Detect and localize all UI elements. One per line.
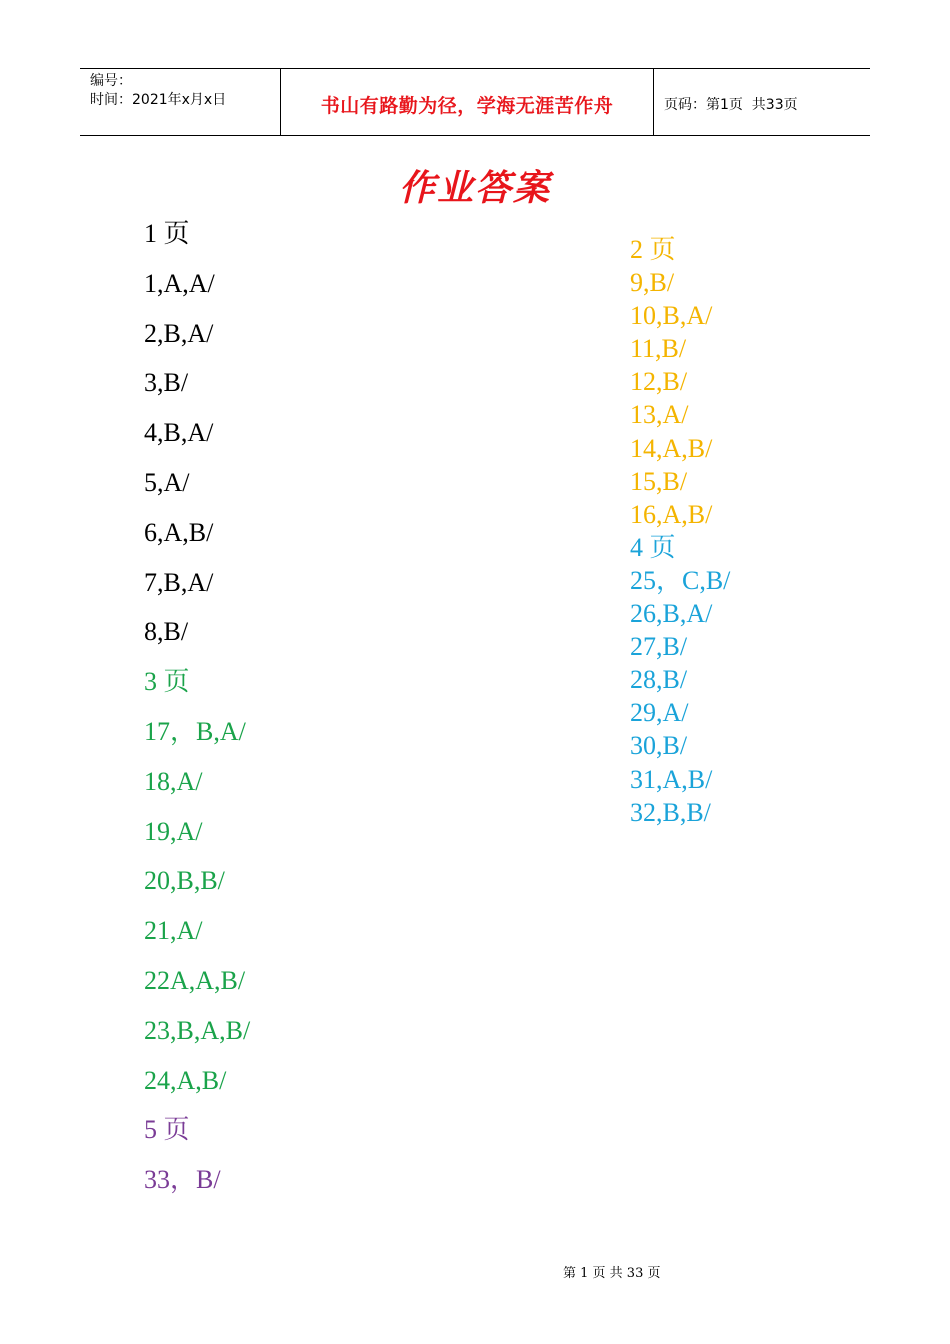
answer-line: 3 页 (144, 667, 190, 697)
answer-line: 21,A/ (144, 916, 203, 946)
answer-line: 19,A/ (144, 816, 203, 846)
header-page-info-text: 页码：第1页 共33页 (664, 97, 798, 113)
page-header (80, 68, 870, 136)
answer-line: 32,B,B/ (630, 797, 711, 827)
answer-line: 4 页 (630, 532, 676, 562)
answer-line: 18,A/ (144, 766, 203, 796)
answer-line: 24,A,B/ (144, 1065, 227, 1095)
answer-line: 12,B/ (630, 367, 688, 397)
document-date: 时间：2021年x月x日 (90, 92, 227, 108)
answer-line: 11,B/ (630, 334, 687, 364)
page-footer (0, 1247, 950, 1281)
answer-line: 13,A/ (630, 400, 689, 430)
answer-line: 28,B/ (630, 665, 688, 695)
header-page-info (654, 69, 870, 135)
answer-line: 31,A,B/ (630, 764, 713, 794)
answer-line: 1,A,A/ (144, 268, 215, 298)
answer-line: 15,B/ (630, 466, 688, 496)
answer-line: 25，C,B/ (630, 565, 731, 595)
footer-page-number: 第 1 页 共 33 页 (563, 1266, 661, 1281)
answer-line: 2 页 (630, 235, 676, 264)
answer-line: 22A,A,B/ (144, 965, 246, 995)
page-title: 作业答案 (398, 168, 551, 209)
answer-line: 27,B/ (630, 632, 688, 662)
answer-line: 3,B/ (144, 368, 189, 398)
answer-line: 8,B/ (144, 617, 189, 647)
answer-line: 5,A/ (144, 467, 190, 497)
answer-line: 20,B,B/ (144, 866, 225, 896)
answer-line: 33，B/ (144, 1165, 221, 1195)
answer-column-right (630, 233, 730, 829)
answer-line: 9,B/ (630, 268, 675, 298)
answer-line: 14,A,B/ (630, 433, 713, 463)
header-motto: 书山有路勤为径，学海无涯苦作舟 (281, 69, 654, 135)
answer-line: 17，B,A/ (144, 716, 246, 746)
answer-line: 4,B,A/ (144, 418, 214, 448)
answer-column-left (144, 214, 250, 1210)
answer-line: 7,B,A/ (144, 567, 214, 597)
document-number-label: 编号： (90, 73, 132, 89)
header-meta (80, 69, 281, 135)
answer-line: 1 页 (144, 219, 190, 248)
answer-line: 5 页 (144, 1115, 190, 1145)
answer-line: 6,A,B/ (144, 517, 214, 547)
answer-line: 23,B,A,B/ (144, 1015, 251, 1045)
answer-line: 29,A/ (630, 698, 689, 728)
answer-line: 2,B,A/ (144, 318, 214, 348)
answer-line: 10,B,A/ (630, 301, 713, 331)
answer-line: 16,A,B/ (630, 499, 713, 529)
answer-line: 26,B,A/ (630, 599, 713, 629)
answer-line: 30,B/ (630, 731, 688, 761)
